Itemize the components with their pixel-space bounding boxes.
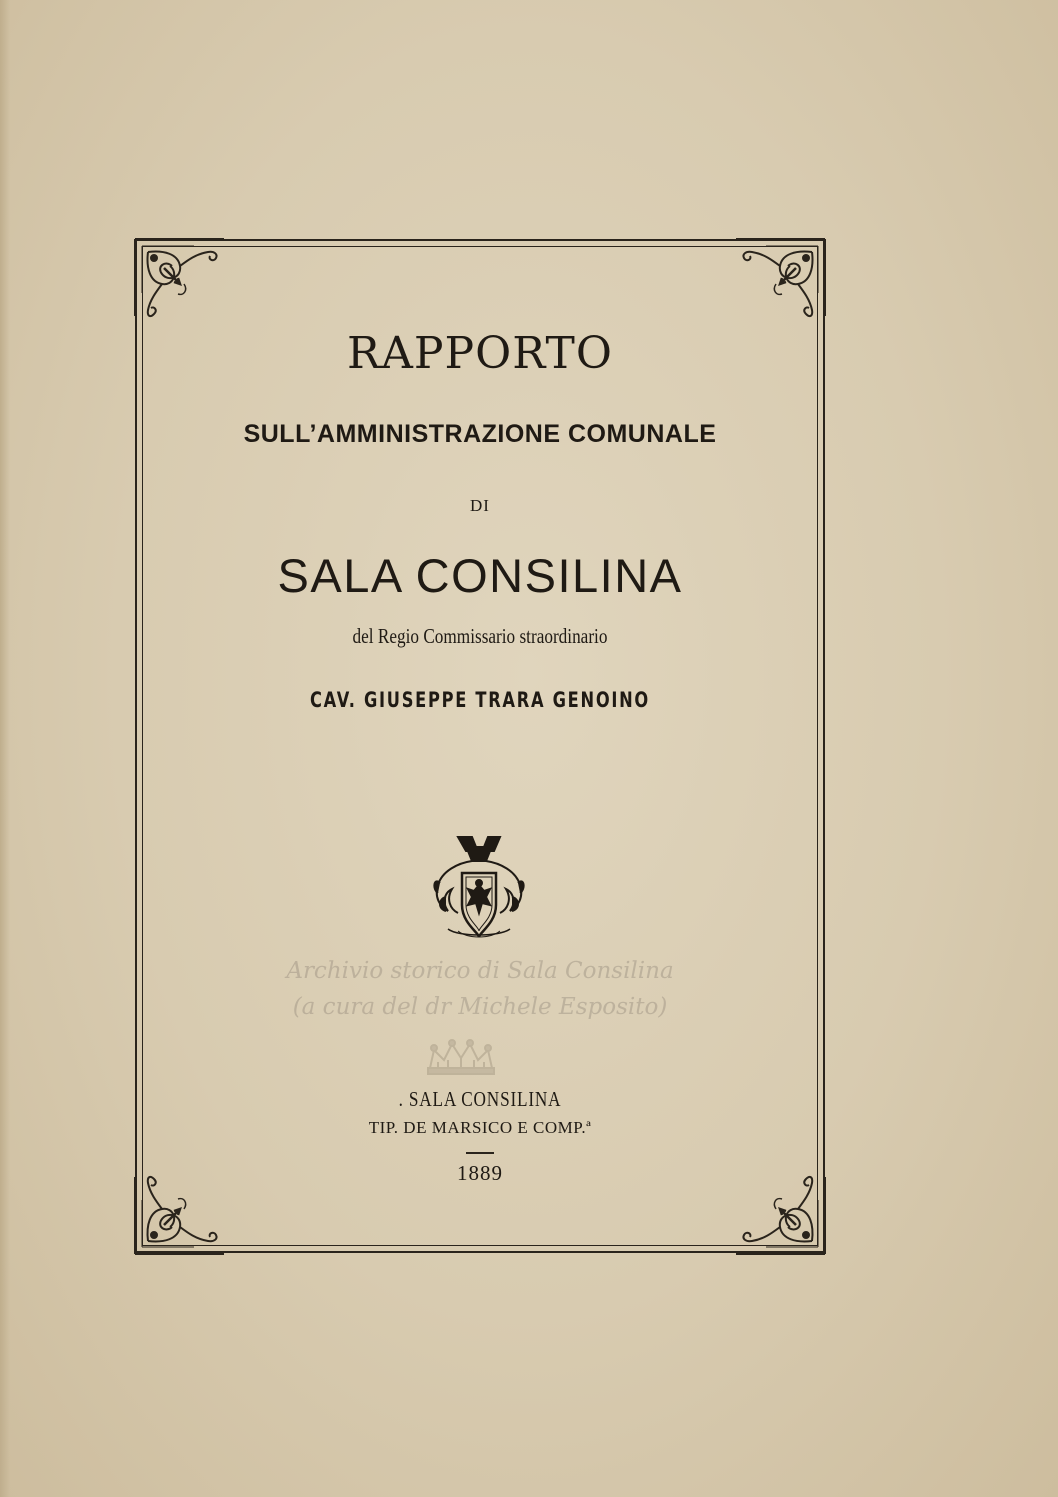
paper-left-edge bbox=[0, 0, 10, 1497]
document-title: RAPPORTO bbox=[347, 328, 613, 379]
crown-watermark-icon bbox=[424, 1038, 498, 1080]
author-name: CAV. GIUSEPPE TRARA GENOINO bbox=[310, 688, 650, 712]
title-connector: DI bbox=[470, 496, 490, 515]
corner-ornament-icon bbox=[134, 1175, 226, 1255]
archive-watermark-line: Archivio storico di Sala Consilina bbox=[286, 958, 674, 984]
author-role: del Regio Commissario straordinario bbox=[352, 624, 608, 648]
imprint-city: . SALA CONSILINA bbox=[398, 1087, 562, 1111]
corner-ornament-icon bbox=[134, 238, 226, 318]
corner-ornament-icon bbox=[734, 1175, 826, 1255]
corner-ornament-icon bbox=[734, 238, 826, 318]
place-name: SALA CONSILINA bbox=[277, 549, 683, 602]
archive-watermark-line: (a cura del dr Michele Esposito) bbox=[292, 994, 668, 1020]
document-subtitle: SULL’AMMINISTRAZIONE COMUNALE bbox=[243, 420, 717, 448]
coat-of-arms-icon bbox=[428, 833, 530, 943]
imprint-year: 1889 bbox=[457, 1161, 503, 1185]
imprint-divider bbox=[466, 1152, 494, 1154]
imprint-printer: TIP. DE MARSICO E COMP.ª bbox=[368, 1118, 592, 1137]
